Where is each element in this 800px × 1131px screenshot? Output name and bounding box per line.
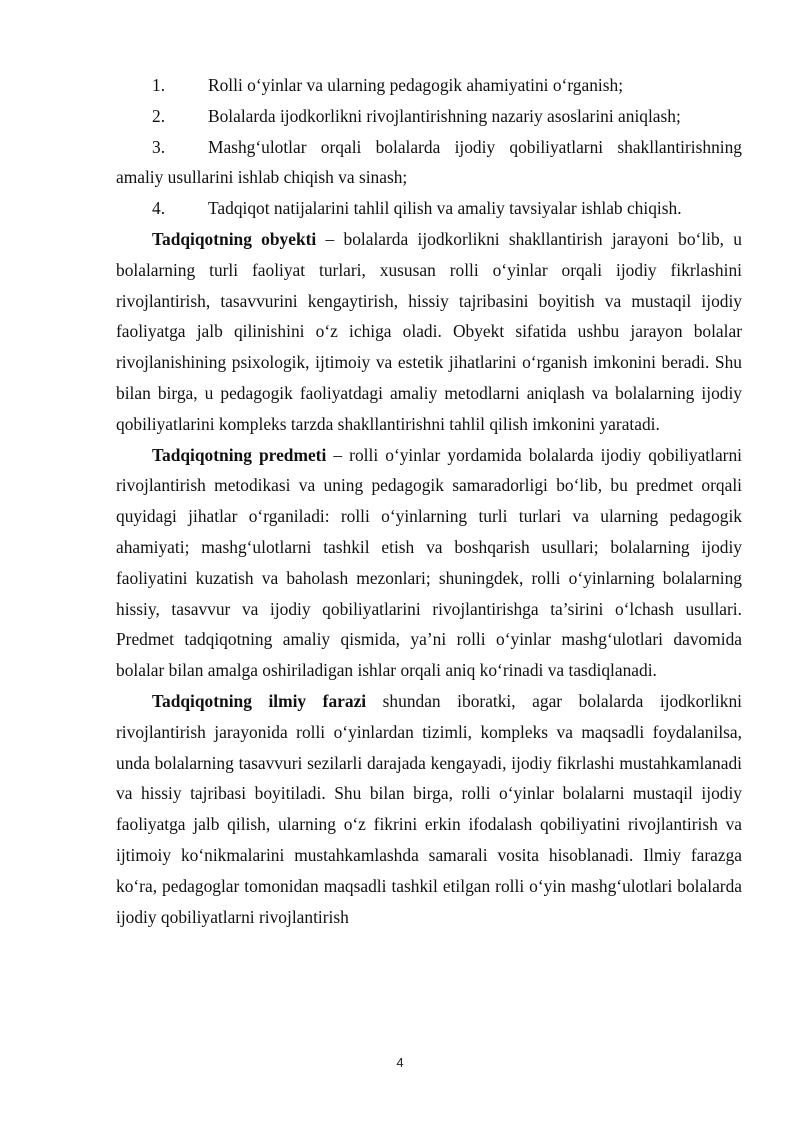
list-item (116, 193, 742, 224)
paragraph-text: shundan iboratki, agar bolalarda ijodkorlikni rivojlantirish jarayonida rolli o‘yinlardan tizimli, kompleks va maqsadli foydalanilsa, unda bolalarning tasavvuri sezilarli darajada kengayadi, ijodiy fikrlashi mustahkamlanadi va hissiy tajribasi boyitiladi. Shu bilan birga, rolli o‘yinlar bolalarni mustaqil ijodiy faoliyatga jalb qilish, ularning o‘z fikrini erkin ifodalash qobiliyatini rivojlantirish va ijtimoiy ko‘nikmalarini mustahkamlashda samarali vosita hisoblanadi. Ilmiy farazga ko‘ra, pedagoglar tomonidan maqsadli tashkil etilgan rolli o‘yin mashg‘ulotlari bolalarda ijodiy qobiliyatlarni rivojlantirish (116, 690, 742, 927)
paragraph-term: Tadqiqotning obyekti (152, 228, 317, 249)
list-item (116, 70, 742, 101)
paragraph-text: – rolli o‘yinlar yordamida bolalarda ijodiy qobiliyatlarni rivojlantirish metodikasi va uning pedagogik samaradorligi bo‘lib, bu predmet orqali quyidagi jihatlar o‘rganiladi: rolli o‘yinlarning turli turlari va ularning pedagogik ahamiyati; mashg‘ulotlarni tashkil etish va boshqarish usullari; bolalarning ijodiy faoliyatini kuzatish va baholash mezonlari; shuningdek, rolli o‘yinlarning bolalarning hissiy, tasavvur va ijodiy qobiliyatlarini rivojlantirishga ta’sirini o‘lchash usullari. Predmet tadqiqotning amaliy qismida, ya’ni rolli o‘yinlar mashg‘ulotlari davomida bolalar bilan amalga oshiriladigan ishlar orqali aniq ko‘rinadi va tasdiqlanadi. (116, 444, 742, 681)
paragraph-scientific-hypothesis (116, 686, 742, 932)
list-item-number: 2. (152, 105, 166, 126)
paragraph-term: Tadqiqotning predmeti (152, 444, 327, 465)
list-item-text: Mashg‘ulotlar orqali bolalarda ijodiy qobiliyatlarni shakllantirishning amaliy usullarini ishlab chiqish va sinash; (116, 136, 742, 188)
paragraph-research-subject (116, 440, 742, 686)
list-item-number: 4. (152, 198, 166, 219)
list-item (116, 101, 742, 132)
paragraph-research-object (116, 224, 742, 440)
list-item-text: Rolli o‘yinlar va ularning pedagogik ahamiyatini o‘rganish; (208, 75, 624, 95)
list-item (116, 132, 742, 194)
page-content (116, 70, 742, 932)
list-item-text: Tadqiqot natijalarini tahlil qilish va amaliy tavsiyalar ishlab chiqish. (208, 198, 682, 219)
page-number: 4 (396, 1055, 404, 1070)
paragraph-term: Tadqiqotning ilmiy farazi (152, 690, 367, 711)
paragraph-text: – bolalarda ijodkorlikni shakllantirish jarayoni bo‘lib, u bolalarning turli faoliyat turlari, xususan rolli o‘yinlar orqali ijodiy fikrlashini rivojlantirish, tasavvurini kengaytirish, hissiy tajribasini boyitish va mustaqil ijodiy faoliyatga jalb qilinishini o‘z ichiga oladi. Obyekt sifatida ushbu jarayon bolalar rivojlanishining psixologik, ijtimoiy va estetik jihatlarini o‘rganish imkonini beradi. Shu bilan birga, u pedagogik faoliyatdagi amaliy metodlarni aniqlash va bolalarning ijodiy qobiliyatlarini kompleks tarzda shakllantirishni tahlil qilish imkonini yaratadi. (116, 228, 742, 434)
list-item-text: Bolalarda ijodkorlikni rivojlantirishning nazariy asoslarini aniqlash; (208, 105, 681, 126)
list-item-number: 1. (152, 75, 166, 95)
list-item-number: 3. (152, 136, 166, 157)
